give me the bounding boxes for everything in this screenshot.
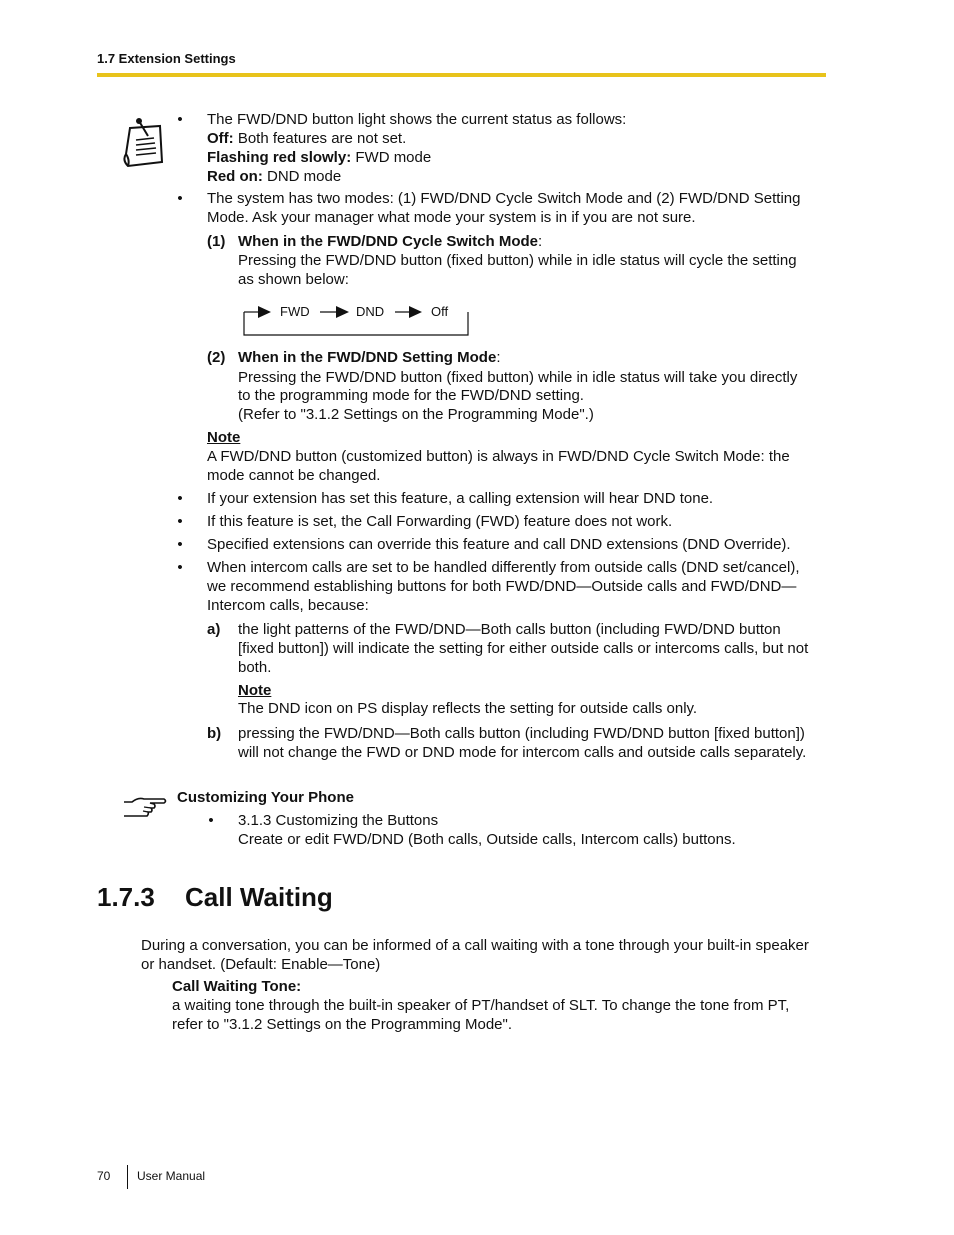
modes-text-line1: The system has two modes: (1) FWD/DND Cycle Switch Mode and (2) FWD/DND Setting	[207, 190, 801, 207]
note2-text: The DND icon on PS display reflects the setting for outside calls only.	[238, 700, 698, 717]
customizing-desc: Create or edit FWD/DND (Both calls, Outside calls, Intercom calls) buttons.	[238, 831, 736, 848]
footer-divider	[127, 1165, 128, 1189]
note-text-line2: mode cannot be changed.	[207, 467, 381, 484]
page-number: 70	[97, 1169, 111, 1183]
mode2-desc-line2: to the programming mode for the FWD/DND setting.	[238, 387, 584, 404]
call-waiting-intro-line1: During a conversation, you can be informed of a call waiting with a tone through your built-in speaker	[141, 937, 809, 954]
cycle-fwd: FWD	[280, 304, 310, 319]
item-b-line1: pressing the FWD/DND—Both calls button (including FWD/DND button [fixed button])	[238, 725, 805, 742]
cycle-dnd: DND	[356, 304, 385, 319]
item-a-label: a)	[207, 621, 221, 638]
customizing-link[interactable]: 3.1.3 Customizing the Buttons	[238, 812, 439, 829]
mode1-title: When in the FWD/DND Cycle Switch Mode:	[238, 233, 543, 250]
section-header-title: 1.7 Extension Settings	[97, 51, 236, 66]
mode1-number: (1)	[207, 233, 226, 250]
item-a-line2: [fixed button]) will indicate the setting for either outside calls or intercoms calls, but not	[238, 640, 809, 657]
note-text-line1: A FWD/DND button (customized button) is always in FWD/DND Cycle Switch Mode: the	[207, 448, 790, 465]
section-heading	[97, 880, 333, 914]
status-intro: The FWD/DND button light shows the current status as follows:	[207, 111, 627, 128]
footer-label: User Manual	[137, 1169, 206, 1183]
item-a-line3: both.	[238, 659, 272, 676]
dnd-tone-text: If your extension has set this feature, a calling extension will hear DND tone.	[207, 490, 714, 507]
call-waiting-tone-line2: refer to "3.1.2 Settings on the Programming Mode".	[172, 1016, 512, 1033]
mode1-desc-line1: Pressing the FWD/DND button (fixed button) while in idle status will cycle the setting	[238, 252, 797, 269]
bullet: •	[177, 513, 183, 530]
customizing-heading: Customizing Your Phone	[177, 789, 354, 806]
mode2-title: When in the FWD/DND Setting Mode:	[238, 349, 501, 366]
note-heading: Note	[238, 682, 272, 699]
status-red-on: Red on: DND mode	[207, 168, 342, 185]
call-waiting-tone-label: Call Waiting Tone:	[172, 978, 302, 995]
fwd-text: If this feature is set, the Call Forwarding (FWD) feature does not work.	[207, 513, 673, 530]
pointing-hand-icon	[122, 794, 168, 820]
bullet: •	[177, 559, 183, 576]
bullet: •	[177, 536, 183, 553]
header-rule	[97, 73, 826, 77]
intercom-text-line1: When intercom calls are set to be handled differently from outside calls (DND set/cancel),	[207, 559, 800, 576]
intercom-text-line2: we recommend establishing buttons for both FWD/DND—Outside calls and FWD/DND—	[207, 578, 797, 595]
mode2-number: (2)	[207, 349, 226, 366]
mode2-desc-line3: (Refer to "3.1.2 Settings on the Programming Mode".)	[238, 406, 594, 423]
cycle-off: Off	[431, 304, 449, 319]
status-flashing: Flashing red slowly: FWD mode	[207, 149, 432, 166]
modes-text-line2: Mode. Ask your manager what mode your system is in if you are not sure.	[207, 209, 696, 226]
section-number: 1.7.3	[97, 882, 155, 912]
section-title: Call Waiting	[185, 882, 333, 912]
call-waiting-tone-line1: a waiting tone through the built-in speaker of PT/handset of SLT. To change the tone from PT,	[172, 997, 790, 1014]
call-waiting-intro-line2: or handset. (Default: Enable—Tone)	[141, 956, 381, 973]
item-b-line2: will not change the FWD or DND mode for intercom calls and outside calls separately.	[238, 744, 807, 761]
bullet: •	[177, 190, 183, 207]
bullet: •	[177, 490, 183, 507]
item-b-label: b)	[207, 725, 222, 742]
item-a-line1: the light patterns of the FWD/DND—Both calls button (including FWD/DND button	[238, 621, 781, 638]
bullet: •	[208, 812, 214, 829]
mode1-desc-line2: as shown below:	[238, 271, 349, 288]
notepad-icon	[118, 114, 170, 170]
note-heading: Note	[207, 429, 241, 446]
bullet: •	[177, 111, 183, 128]
mode2-desc-line1: Pressing the FWD/DND button (fixed button) while in idle status will take you directly	[238, 369, 798, 386]
dnd-override-text: Specified extensions can override this feature and call DND extensions (DND Override).	[207, 536, 791, 553]
intercom-text-line3: Intercom calls, because:	[207, 597, 369, 614]
status-off: Off: Both features are not set.	[207, 130, 407, 147]
